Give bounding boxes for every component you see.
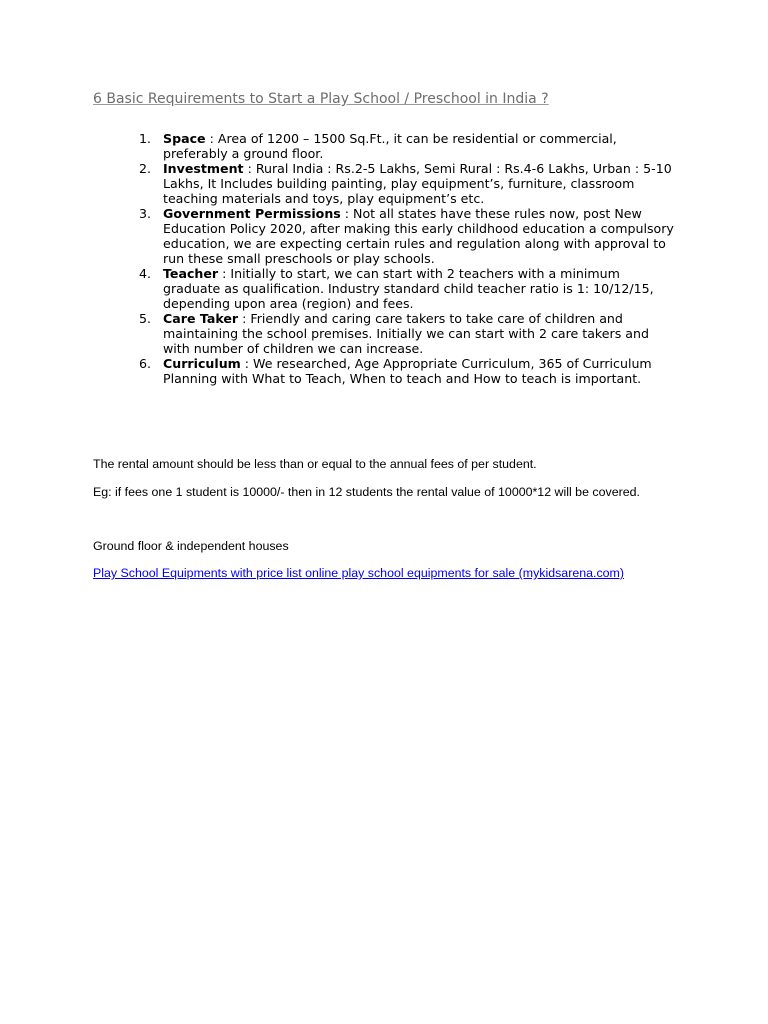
list-item-text: : Area of 1200 – 1500 Sq.Ft., it can be residential or commercial, preferably a ground floor.	[163, 131, 617, 161]
rental-note: The rental amount should be less than or equal to the annual fees of per student.	[93, 457, 537, 471]
list-item-text: : Initially to start, we can start with 2 teachers with a minimum graduate as qualification. Industry standard child teacher ratio is 1: 10/12/15, depending upon area (region) and fees.	[163, 266, 654, 311]
list-item-text: : Rural India : Rs.2-5 Lakhs, Semi Rural : Rs.4-6 Lakhs, Urban : 5-10 Lakhs, It Includes building painting, play equipment’s, furniture, classroom teaching materials and toys, play equipment’s etc.	[163, 161, 672, 206]
list-item-number: 2.	[139, 161, 152, 176]
document-heading: 6 Basic Requirements to Start a Play School / Preschool in India ?	[93, 91, 549, 107]
list-item-title: Space	[163, 131, 206, 146]
list-item-number: 1.	[139, 131, 152, 146]
list-item-text: : Friendly and caring care takers to take care of children and maintaining the school premises. Initially we can start with 2 care takers and with number of children we can increase.	[163, 311, 649, 356]
list-item-title: Government Permissions	[163, 206, 341, 221]
list-item-number: 3.	[139, 206, 152, 221]
list-item-title: Care Taker	[163, 311, 239, 326]
list-item-title: Investment	[163, 161, 244, 176]
list-item	[139, 356, 678, 386]
list-item	[139, 161, 678, 206]
list-item-title: Teacher	[163, 266, 219, 281]
list-item-number: 4.	[139, 266, 152, 281]
list-item	[139, 131, 678, 161]
list-item-number: 5.	[139, 311, 152, 326]
list-item-title: Curriculum	[163, 356, 241, 371]
example-note: Eg: if fees one 1 student is 10000/- then in 12 students the rental value of 10000*12 will be covered.	[93, 485, 640, 499]
list-item	[139, 206, 678, 266]
requirements-list	[139, 131, 678, 386]
equipment-link[interactable]: Play School Equipments with price list online play school equipments for sale (mykidsarena.com)	[93, 566, 624, 580]
list-item	[139, 266, 678, 311]
list-item-text: : Not all states have these rules now, post New Education Policy 2020, after making this early childhood education a compulsory education, we are expecting certain rules and regulation along with approval to run these small preschools or play schools.	[163, 206, 674, 266]
ground-floor-note: Ground floor & independent houses	[93, 539, 289, 553]
list-item-text: : We researched, Age Appropriate Curriculum, 365 of Curriculum Planning with What to Teach, When to teach and How to teach is important.	[163, 356, 652, 386]
list-item-number: 6.	[139, 356, 152, 371]
list-item	[139, 311, 678, 356]
